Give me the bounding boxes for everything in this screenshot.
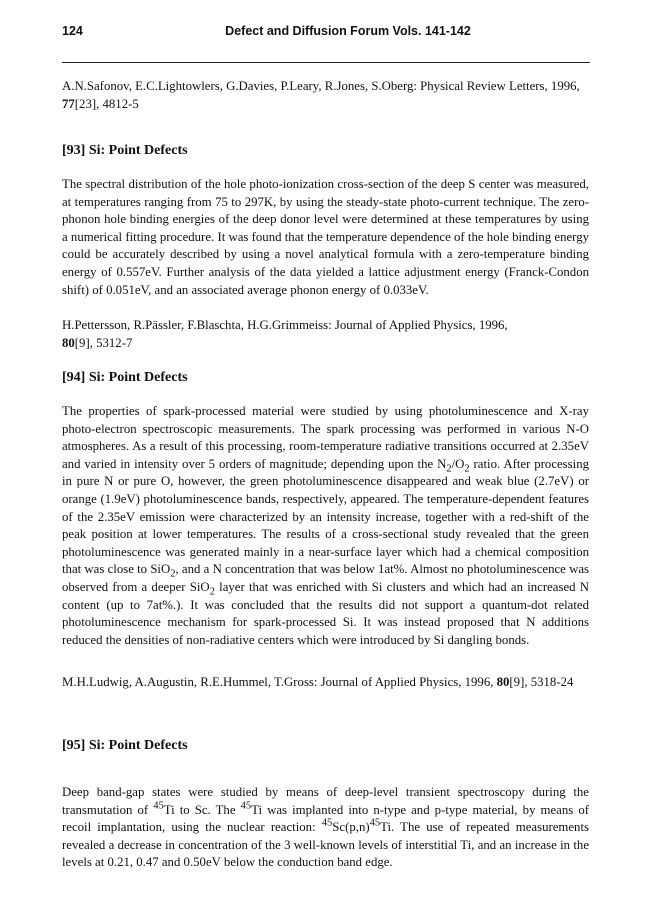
entry-93-heading: [93] Si: Point Defects: [62, 143, 188, 158]
entry-93-abstract: The spectral distribution of the hole photo-ionization cross-section of the deep S center was measured, at temperatures ranging from 75 to 297K, by using the steady-state photo-current technique. The zero-phonon hole binding energies of the deep donor level were determined at these temperatures by using a numerical fitting procedure. It was found that the temperature dependence of the hole binding energy could be accurately described by using a novel analytical formula with a zero-temperature binding energy of 0.557eV. Further analysis of the data yielded a lattice adjustment energy (Franck-Condon shift) of 0.051eV, and an associated average phonon energy of 0.033eV.: [62, 177, 589, 297]
volume-number: 80: [496, 675, 510, 689]
entry-94-abstract: The properties of spark-processed material were studied by using photoluminescence and X-ray photo-electron spectroscopic measurements. The spark processing was performed in various N-O atmospheres. As a result of this processing, room-temperature radiative transitions occurred at 2.35eV and varied in intensity over 5 orders of magnitude; depending upon the $N_2/O_2$ ratio. After processing in pure N or pure O, however, the green photoluminescence disappeared and weak blue (2.7eV) or orange (1.9eV) photoluminescence bands, respectively, appeared. The temperature-dependent features of the 2.35eV emission were characterized by an intensity increase, together with a red-shift of the peak position at lower temperatures. The results of a cross-sectional study revealed that the green photoluminescence was generated mainly in a near-surface layer which had a chemical composition that was close to SiO$_2$, and a N concentration that was below 1at%. Almost no photoluminescence was observed from a deeper SiO$_2$ layer that was enriched with Si clusters and which had an increased N content (up to 7at%.). It was concluded that the results did not support a quantum-dot related photoluminescence mechanism for spark-processed Si. It was instead proposed that N additions reduced the densities of non-radiative centers which were introduced by Si dangling bonds.: [62, 404, 590, 647]
entry-93-citation: H.Pettersson, R.Pässler, F.Blaschta, H.G.Grimmeiss: Journal of Applied Physics, 1996, 80[9], 5312-7: [62, 318, 508, 350]
entry-95-abstract: Deep band-gap states were studied by means of deep-level transient spectroscopy during the transmutation of $^{45}$Ti to Sc. The $^{45}$Ti was implanted into n-type and p-type material, by means of recoil implantation, using the nuclear reaction: $^{45}Sc(p,n)^{45}Ti$. The use of repeated measurements revealed a decrease in concentration of the 3 well-known levels of interstitial Ti, and an increase in the levels at 0.21, 0.47 and 0.50eV below the conduction band edge.: [62, 785, 589, 870]
header-rule: [62, 62, 590, 63]
volume-number: 80: [62, 335, 75, 350]
entry-94-citation: M.H.Ludwig, A.Augustin, R.E.Hummel, T.Gross: Journal of Applied Physics, 1996, 80[9], 5318-24: [62, 675, 574, 689]
journal-title: Defect and Diffusion Forum Vols. 141-142: [225, 24, 471, 38]
entry-94-heading: [94] Si: Point Defects: [62, 370, 188, 385]
reference-92-citation: A.N.Safonov, E.C.Lightowlers, G.Davies, P.Leary, R.Jones, S.Oberg: Physical Review Letters, 1996, 77[23], 4812-5: [62, 79, 580, 111]
entry-95-heading: [95] Si: Point Defects: [62, 738, 188, 753]
volume-number: 77: [62, 96, 75, 111]
page-number: 124: [62, 24, 83, 38]
running-header: [62, 24, 590, 42]
